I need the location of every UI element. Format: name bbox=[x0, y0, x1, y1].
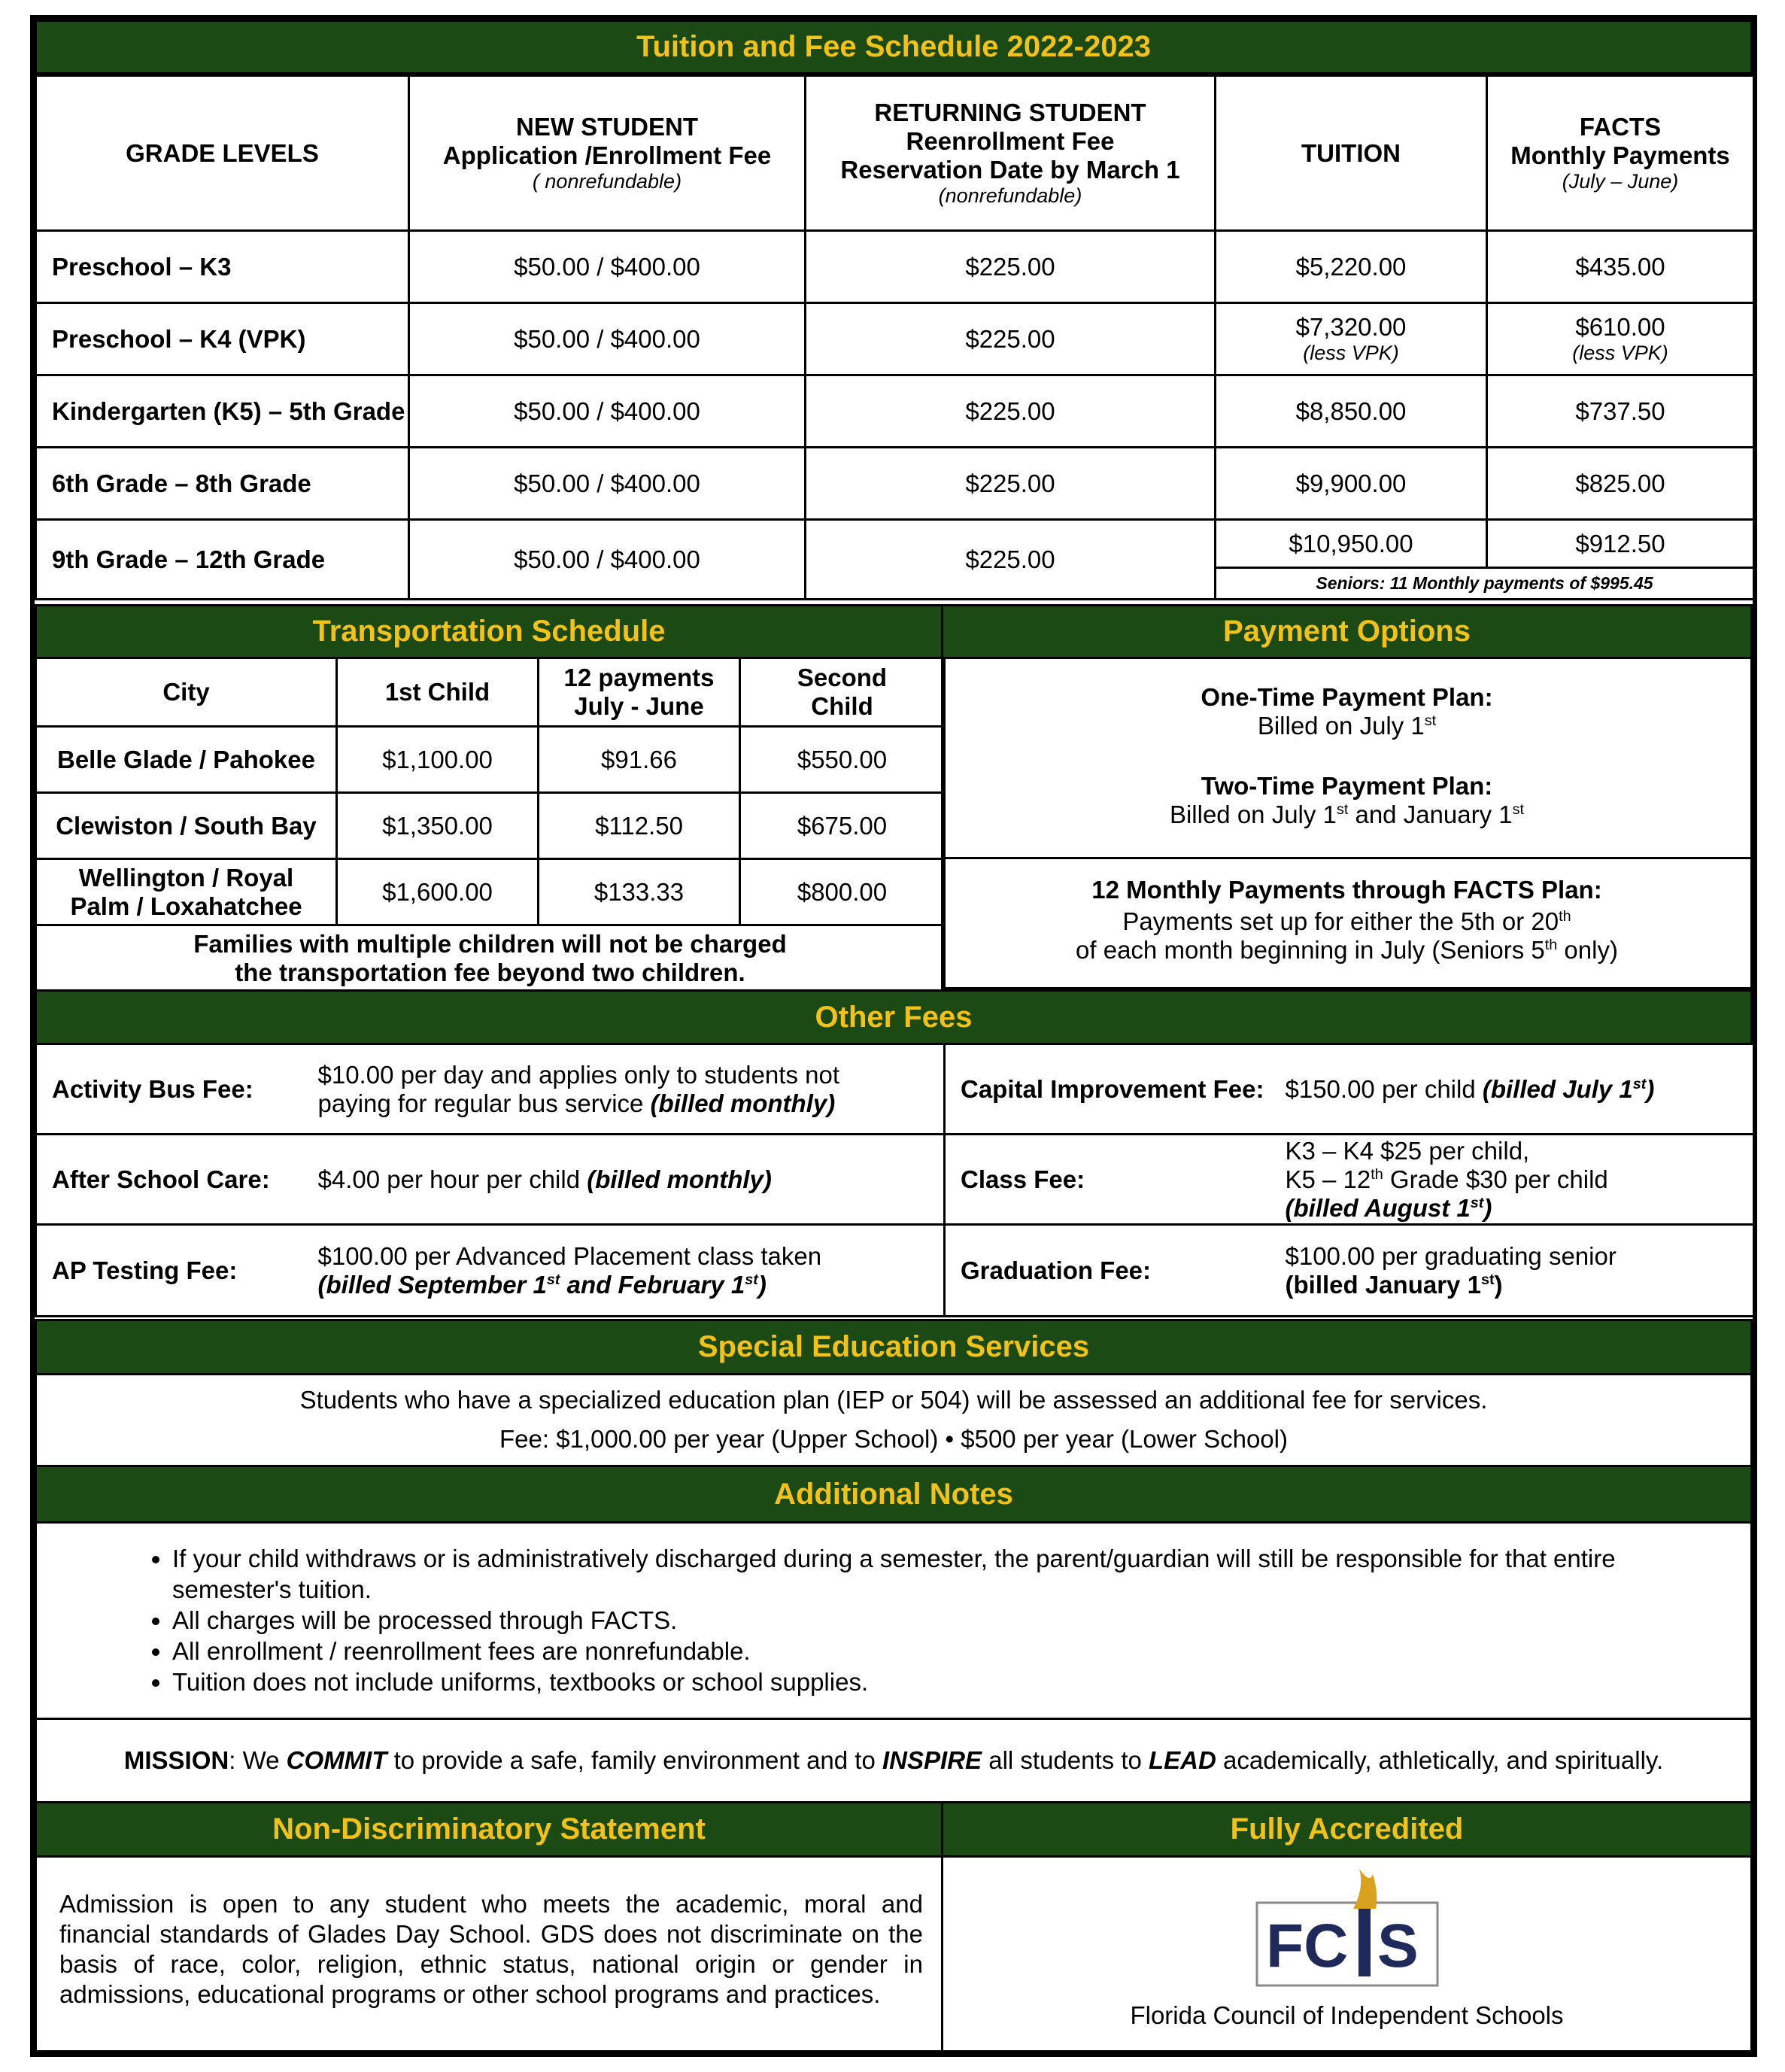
city-cell: Belle Glade / Pahokee bbox=[36, 727, 337, 793]
city-cell bbox=[36, 859, 337, 925]
payment-options-title: Payment Options bbox=[1223, 615, 1471, 648]
city-l2: Palm / Loxahatchee bbox=[70, 892, 302, 920]
transportation-note-l1: Families with multiple children will not be charged bbox=[193, 929, 787, 958]
transportation-band bbox=[35, 604, 943, 659]
class-l2 bbox=[1286, 1165, 1753, 1194]
returning-fee-cell: $225.00 bbox=[806, 448, 1216, 520]
fee-schedule-page bbox=[30, 15, 1757, 2057]
class-l3-b: ) bbox=[1483, 1193, 1492, 1222]
transportation-note-row bbox=[36, 925, 945, 992]
grade-cell: Preschool – K3 bbox=[36, 231, 409, 303]
monthly-l2-text-b: only) bbox=[1557, 936, 1618, 964]
other-fees-table bbox=[35, 1043, 1755, 1317]
city-cell: Clewiston / South Bay bbox=[36, 793, 337, 859]
new-fee-cell: $50.00 / $400.00 bbox=[409, 520, 806, 600]
returning-fee-cell: $225.00 bbox=[806, 375, 1216, 448]
mission-p1: : We bbox=[229, 1746, 287, 1774]
tuition-cell: $5,220.00 bbox=[1216, 231, 1487, 303]
tuition-cell: $8,850.00 bbox=[1216, 375, 1487, 448]
mission-statement bbox=[124, 1746, 1663, 1775]
list-item: • If your child withdraws or is administratively discharged during a semester, the parent/guardian will still be responsible for that entire semester's tuition. bbox=[172, 1543, 1675, 1605]
new-fee-cell: $50.00 / $400.00 bbox=[409, 231, 806, 303]
header-new-student bbox=[409, 76, 806, 231]
payments-cell: $112.50 bbox=[539, 793, 740, 859]
class-fee-value bbox=[1278, 1135, 1754, 1225]
grad-l1: $100.00 per graduating senior bbox=[1285, 1241, 1617, 1270]
new-fee-cell: $50.00 / $400.00 bbox=[409, 448, 806, 520]
facts-cell: $737.50 bbox=[1487, 375, 1754, 448]
tuition-cell: $10,950.00 bbox=[1216, 520, 1487, 568]
after-school-label: After School Care: bbox=[36, 1135, 311, 1225]
capital-end: ) bbox=[1646, 1074, 1655, 1103]
class-l3-a: (billed August 1 bbox=[1285, 1193, 1471, 1222]
svg-text:FC: FC bbox=[1265, 1912, 1348, 1980]
activity-bus-label: Activity Bus Fee: bbox=[36, 1044, 311, 1135]
mission-label: MISSION bbox=[123, 1746, 229, 1774]
header-second-l2: Child bbox=[811, 692, 873, 720]
transportation-note bbox=[36, 925, 945, 992]
non-discrimination-title: Non-Discriminatory Statement bbox=[272, 1812, 706, 1846]
class-l2-a: K5 – 12 bbox=[1285, 1165, 1371, 1193]
header-new-l1: NEW STUDENT bbox=[516, 113, 698, 141]
header-new-l3: ( nonrefundable) bbox=[532, 170, 682, 193]
list-item: • All enrollment / reenrollment fees are nonrefundable. bbox=[172, 1636, 1675, 1666]
table-row bbox=[36, 727, 945, 793]
table-row bbox=[36, 375, 1754, 448]
header-payments-l1: 12 payments bbox=[563, 664, 715, 691]
table-row bbox=[36, 793, 945, 859]
payment-plans-monthly bbox=[941, 857, 1753, 989]
svg-text:S: S bbox=[1377, 1912, 1419, 1980]
header-ret-l4: (nonrefundable) bbox=[938, 184, 1082, 207]
special-ed-box bbox=[35, 1373, 1753, 1467]
facts-cell: $825.00 bbox=[1487, 448, 1754, 520]
grade-cell: Kindergarten (K5) – 5th Grade bbox=[36, 375, 409, 448]
grade-cell: 6th Grade – 8th Grade bbox=[36, 448, 409, 520]
ap-l2 bbox=[318, 1271, 944, 1299]
activity-l2-text: paying for regular bus service bbox=[317, 1089, 651, 1117]
tuition-cell bbox=[1216, 303, 1487, 375]
one-time-plan-title: One-Time Payment Plan: bbox=[1201, 683, 1493, 711]
monthly-l2-sup: th bbox=[1544, 937, 1558, 953]
header-returning-student bbox=[806, 76, 1216, 231]
class-fee-label: Class Fee: bbox=[945, 1135, 1278, 1225]
notes-list bbox=[37, 1543, 1750, 1697]
tuition-header-row bbox=[36, 76, 1754, 231]
payment-options-band bbox=[941, 604, 1753, 659]
transportation-note-l2: the transportation fee beyond two children. bbox=[235, 958, 745, 986]
header-payments-l2: July - June bbox=[574, 692, 704, 720]
mission-p3: all students to bbox=[982, 1746, 1149, 1774]
header-city: City bbox=[36, 658, 337, 727]
tuition-value: $7,320.00 bbox=[1295, 313, 1407, 341]
ap-l2-c: ) bbox=[757, 1270, 767, 1299]
header-facts-l2: Monthly Payments bbox=[1510, 141, 1730, 169]
activity-bus-value bbox=[311, 1044, 945, 1135]
accreditation-caption: Florida Council of Independent Schools bbox=[1130, 2001, 1564, 2029]
mission-box bbox=[35, 1718, 1753, 1803]
monthly-plan-l2 bbox=[943, 936, 1750, 965]
ap-l2-a: (billed September 1 bbox=[317, 1270, 547, 1299]
payments-cell: $91.66 bbox=[539, 727, 740, 793]
header-payments bbox=[539, 658, 740, 727]
special-ed-title: Special Education Services bbox=[697, 1330, 1090, 1363]
two-time-sup-a: st bbox=[1336, 801, 1349, 818]
grad-l2-sup: st bbox=[1480, 1271, 1495, 1288]
tuition-cell: $9,900.00 bbox=[1216, 448, 1487, 520]
mission-lead: LEAD bbox=[1149, 1746, 1216, 1774]
transportation-header-row bbox=[36, 658, 945, 727]
monthly-l2-text-a: of each month beginning in July (Seniors 5 bbox=[1076, 936, 1545, 964]
other-fees-band bbox=[35, 989, 1753, 1045]
after-text: $4.00 per hour per child bbox=[317, 1165, 587, 1193]
two-time-text-a: Billed on July 1 bbox=[1169, 801, 1337, 828]
graduation-fee-value bbox=[1278, 1225, 1754, 1317]
capital-improvement-value bbox=[1278, 1044, 1754, 1135]
facts-cell: $435.00 bbox=[1487, 231, 1754, 303]
table-row bbox=[36, 303, 1754, 375]
special-ed-band bbox=[35, 1319, 1753, 1375]
ap-l1: $100.00 per Advanced Placement class taken bbox=[317, 1241, 822, 1270]
mission-p4: academically, athletically, and spiritually. bbox=[1216, 1746, 1664, 1774]
monthly-plan-l1 bbox=[943, 907, 1750, 936]
ap-l2-sup-b: st bbox=[745, 1271, 758, 1288]
payments-cell: $133.33 bbox=[539, 859, 740, 925]
tuition-table bbox=[35, 74, 1755, 600]
header-second-l1: Second bbox=[797, 664, 888, 691]
header-ret-l1: RETURNING STUDENT bbox=[874, 99, 1146, 126]
ap-testing-label: AP Testing Fee: bbox=[36, 1225, 311, 1317]
class-l3-sup: st bbox=[1470, 1194, 1484, 1211]
grade-cell: Preschool – K4 (VPK) bbox=[36, 303, 409, 375]
non-discrimination-text: Admission is open to any student who meets the academic, moral and financial standards of Glades Day School. GDS does not discriminate on the basis of race, color, religion, ethnic status, national origin or gender in admissions, educational programs or other school programs and practices. bbox=[59, 1890, 923, 2008]
facts-value: $610.00 bbox=[1575, 313, 1665, 341]
header-first-child: 1st Child bbox=[337, 658, 539, 727]
facts-note: (less VPK) bbox=[1572, 342, 1668, 364]
special-ed-l2: Fee: $1,000.00 per year (Upper School) • $500 per year (Lower School) bbox=[499, 1425, 1288, 1453]
new-fee-cell: $50.00 / $400.00 bbox=[409, 375, 806, 448]
non-discrimination-box bbox=[35, 1855, 943, 2052]
table-row bbox=[36, 1044, 1754, 1135]
monthly-l1-text: Payments set up for either the 5th or 20 bbox=[1122, 907, 1559, 935]
page-title: Tuition and Fee Schedule 2022-2023 bbox=[636, 30, 1151, 63]
transportation-table bbox=[35, 657, 946, 992]
activity-l1: $10.00 per day and applies only to students not bbox=[317, 1060, 839, 1089]
additional-notes-band bbox=[35, 1465, 1753, 1524]
class-l2-b: Grade $30 per child bbox=[1383, 1165, 1608, 1193]
header-new-l2: Application /Enrollment Fee bbox=[442, 141, 772, 169]
first-child-cell: $1,350.00 bbox=[337, 793, 539, 859]
header-facts-l3: (July – June) bbox=[1562, 170, 1679, 193]
two-time-plan-title: Two-Time Payment Plan: bbox=[1201, 772, 1493, 800]
table-row bbox=[36, 231, 1754, 303]
one-time-sup: st bbox=[1424, 712, 1437, 729]
one-time-text: Billed on July 1 bbox=[1257, 712, 1425, 740]
two-time-sup-b: st bbox=[1512, 801, 1525, 818]
mission-commit: COMMIT bbox=[286, 1746, 387, 1774]
grad-l2 bbox=[1286, 1271, 1753, 1299]
capital-sup: st bbox=[1632, 1075, 1647, 1092]
non-discrimination-band bbox=[35, 1801, 943, 1858]
monthly-plan-title: 12 Monthly Payments through FACTS Plan: bbox=[1091, 876, 1602, 904]
title-band bbox=[35, 20, 1753, 74]
additional-notes-title: Additional Notes bbox=[774, 1477, 1013, 1511]
returning-fee-cell: $225.00 bbox=[806, 520, 1216, 600]
facts-cell bbox=[1487, 303, 1754, 375]
table-row bbox=[36, 1225, 1754, 1317]
class-l2-sup: th bbox=[1371, 1165, 1383, 1183]
graduation-fee-label: Graduation Fee: bbox=[945, 1225, 1278, 1317]
second-child-cell: $675.00 bbox=[740, 793, 945, 859]
ap-l2-sup-a: st bbox=[546, 1271, 560, 1288]
grade-cell: 9th Grade – 12th Grade bbox=[36, 520, 409, 600]
class-l3 bbox=[1286, 1194, 1753, 1223]
activity-l2-em: (billed monthly) bbox=[650, 1089, 836, 1117]
second-child-cell: $550.00 bbox=[740, 727, 945, 793]
additional-notes-box bbox=[35, 1521, 1753, 1720]
capital-text: $150.00 per child bbox=[1285, 1074, 1483, 1103]
other-fees-title: Other Fees bbox=[815, 1000, 973, 1034]
accreditation-band bbox=[941, 1801, 1753, 1858]
mission-p2: to provide a safe, family environment and to bbox=[387, 1746, 882, 1774]
ap-l2-b: and February 1 bbox=[560, 1270, 745, 1299]
table-row bbox=[36, 1135, 1754, 1225]
class-l1: K3 – K4 $25 per child, bbox=[1285, 1136, 1530, 1165]
grad-l2-b: ) bbox=[1494, 1270, 1503, 1299]
header-tuition: TUITION bbox=[1216, 76, 1487, 231]
returning-fee-cell: $225.00 bbox=[806, 231, 1216, 303]
seniors-note: Seniors: 11 Monthly payments of $995.45 bbox=[1216, 568, 1754, 600]
header-grade-levels: GRADE LEVELS bbox=[36, 76, 409, 231]
facts-cell: $912.50 bbox=[1487, 520, 1754, 568]
mission-inspire: INSPIRE bbox=[882, 1746, 982, 1774]
header-facts-l1: FACTS bbox=[1579, 113, 1662, 141]
grad-l2-a: (billed January 1 bbox=[1285, 1270, 1481, 1299]
monthly-l1-sup: th bbox=[1559, 908, 1571, 925]
first-child-cell: $1,600.00 bbox=[337, 859, 539, 925]
one-time-plan-text bbox=[943, 712, 1750, 740]
accreditation-box bbox=[941, 1855, 1753, 2052]
first-child-cell: $1,100.00 bbox=[337, 727, 539, 793]
second-child-cell: $800.00 bbox=[740, 859, 945, 925]
payment-plans-top bbox=[941, 657, 1753, 859]
header-facts bbox=[1487, 76, 1754, 231]
list-item: • Tuition does not include uniforms, textbooks or school supplies. bbox=[172, 1666, 1675, 1697]
special-ed-l1: Students who have a specialized education plan (IEP or 504) will be assessed an additional fee for services. bbox=[299, 1386, 1488, 1414]
after-em: (billed monthly) bbox=[587, 1165, 772, 1193]
two-time-plan-text bbox=[943, 801, 1750, 829]
capital-improvement-label: Capital Improvement Fee: bbox=[945, 1044, 1278, 1135]
header-ret-l2: Reenrollment Fee bbox=[906, 127, 1115, 155]
transportation-title: Transportation Schedule bbox=[312, 615, 666, 648]
city-l1: Wellington / Royal bbox=[78, 863, 294, 892]
header-second-child bbox=[740, 658, 945, 727]
accreditation-title: Fully Accredited bbox=[1230, 1812, 1464, 1846]
fcis-logo bbox=[1249, 1865, 1445, 1993]
table-row bbox=[36, 448, 1754, 520]
after-school-value bbox=[311, 1135, 945, 1225]
header-ret-l3: Reservation Date by March 1 bbox=[840, 156, 1180, 184]
two-time-text-b: and January 1 bbox=[1348, 801, 1513, 828]
returning-fee-cell: $225.00 bbox=[806, 303, 1216, 375]
tuition-note: (less VPK) bbox=[1303, 342, 1399, 364]
table-row bbox=[36, 520, 1754, 568]
new-fee-cell: $50.00 / $400.00 bbox=[409, 303, 806, 375]
capital-em: (billed July 1 bbox=[1482, 1074, 1633, 1103]
table-row bbox=[36, 859, 945, 925]
list-item: • All charges will be processed through FACTS. bbox=[172, 1605, 1675, 1636]
activity-l2 bbox=[318, 1089, 944, 1118]
ap-testing-value bbox=[311, 1225, 945, 1317]
